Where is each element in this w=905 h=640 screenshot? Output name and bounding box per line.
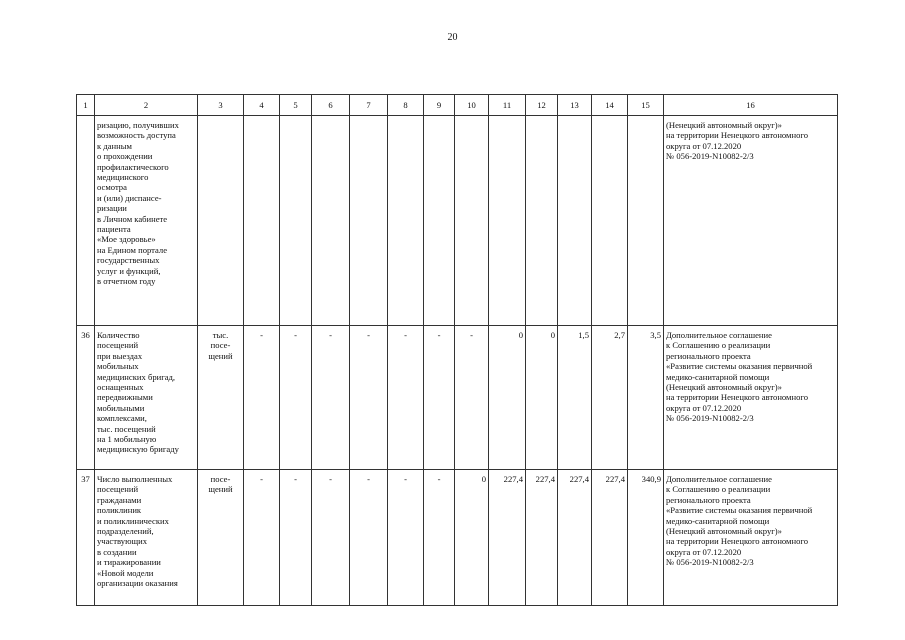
value-cell: 227,4 — [558, 470, 592, 606]
value-cell: - — [312, 326, 350, 470]
value-cell: - — [244, 470, 280, 606]
value-cell: 0 — [455, 470, 489, 606]
value-cell: - — [424, 326, 455, 470]
indicator-name: ризацию, получивших возможность доступа к данным о прохождении профилактического медицинского осмотра и (или) диспансе- ризации в Личном кабинете пациента «Мое здоровье» на Едином портале государственных услуг и функций, в отчетном году — [95, 116, 198, 326]
value-cell: 340,9 — [628, 470, 664, 606]
page-number: 20 — [447, 32, 458, 43]
value-cell — [592, 116, 628, 326]
value-cell: 3,5 — [628, 326, 664, 470]
column-number-9: 9 — [424, 95, 455, 116]
column-number-7: 7 — [350, 95, 388, 116]
column-number-1: 1 — [77, 95, 95, 116]
column-number-6: 6 — [312, 95, 350, 116]
row-number: 37 — [77, 470, 95, 606]
value-cell — [424, 116, 455, 326]
unit-of-measure — [198, 116, 244, 326]
column-number-8: 8 — [388, 95, 424, 116]
table-row — [77, 470, 838, 606]
column-number-5: 5 — [280, 95, 312, 116]
value-cell: 0 — [489, 326, 526, 470]
value-cell — [350, 116, 388, 326]
source-document: Дополнительное соглашение к Соглашению о реализации регионального проекта «Развитие системы оказания первичной медико-санитарной помощи (Ненецкий автономный округ)» на территории Ненецкого автономного округа от 07.12.2020 № 056-2019-N10082-2/3 — [664, 326, 838, 470]
unit-of-measure: тыс. посе- щений — [198, 326, 244, 470]
column-number-12: 12 — [526, 95, 558, 116]
value-cell — [388, 116, 424, 326]
value-cell: 2,7 — [592, 326, 628, 470]
column-number-11: 11 — [489, 95, 526, 116]
table-row — [77, 116, 838, 326]
row-number: 36 — [77, 326, 95, 470]
value-cell — [312, 116, 350, 326]
value-cell: 227,4 — [489, 470, 526, 606]
column-number-4: 4 — [244, 95, 280, 116]
value-cell — [455, 116, 489, 326]
table-row — [77, 326, 838, 470]
value-cell: 1,5 — [558, 326, 592, 470]
column-number-14: 14 — [592, 95, 628, 116]
value-cell: - — [350, 326, 388, 470]
column-number-15: 15 — [628, 95, 664, 116]
value-cell — [558, 116, 592, 326]
value-cell: - — [244, 326, 280, 470]
column-number-header-row — [77, 95, 838, 116]
source-document: (Ненецкий автономный округ)» на территории Ненецкого автономного округа от 07.12.2020 № 056-2019-N10082-2/3 — [664, 116, 838, 326]
value-cell — [489, 116, 526, 326]
value-cell: 227,4 — [592, 470, 628, 606]
column-number-10: 10 — [455, 95, 489, 116]
source-document: Дополнительное соглашение к Соглашению о реализации регионального проекта «Развитие системы оказания первичной медико-санитарной помощи (Ненецкий автономный округ)» на территории Ненецкого автономного округа от 07.12.2020 № 056-2019-N10082-2/3 — [664, 470, 838, 606]
column-number-13: 13 — [558, 95, 592, 116]
row-number — [77, 116, 95, 326]
value-cell: - — [424, 470, 455, 606]
value-cell: - — [312, 470, 350, 606]
value-cell — [526, 116, 558, 326]
value-cell: - — [280, 470, 312, 606]
column-number-16: 16 — [664, 95, 838, 116]
value-cell: - — [280, 326, 312, 470]
value-cell: 0 — [526, 326, 558, 470]
unit-of-measure: посе- щений — [198, 470, 244, 606]
indicator-name: Количество посещений при выездах мобильных медицинских бригад, оснащенных передвижными мобильными комплексами, тыс. посещений на 1 мобильную медицинскую бригаду — [95, 326, 198, 470]
value-cell: - — [350, 470, 388, 606]
value-cell — [280, 116, 312, 326]
indicator-name: Число выполненных посещений гражданами поликлиник и поликлинических подразделений, участвующих в создании и тиражировании «Новой модели организации оказания — [95, 470, 198, 606]
value-cell: - — [455, 326, 489, 470]
indicators-table — [76, 94, 838, 606]
column-number-2: 2 — [95, 95, 198, 116]
value-cell — [244, 116, 280, 326]
value-cell: - — [388, 470, 424, 606]
value-cell — [628, 116, 664, 326]
value-cell: - — [388, 326, 424, 470]
column-number-3: 3 — [198, 95, 244, 116]
value-cell: 227,4 — [526, 470, 558, 606]
